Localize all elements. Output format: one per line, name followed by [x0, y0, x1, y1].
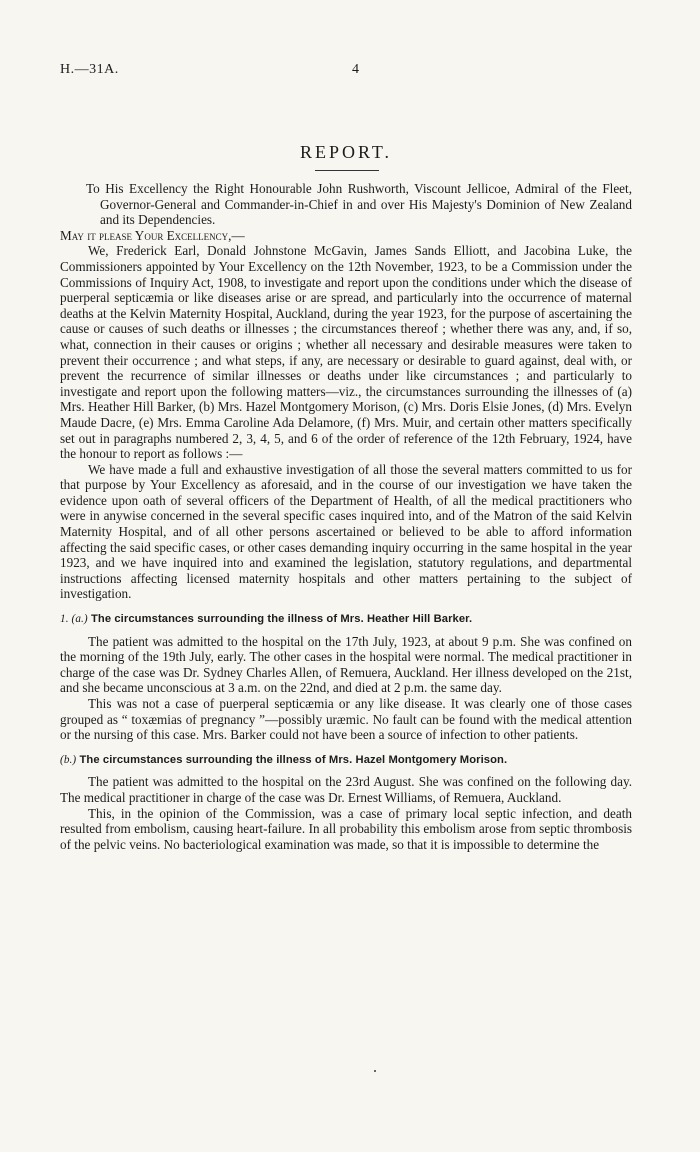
section-title: The circumstances surrounding the illness of Mrs. Heather Hill Barker.	[90, 613, 473, 626]
paragraph: We, Frederick Earl, Donald Johnstone McGavin, James Sands Elliott, and Jacobina Luke, the Commissioners appointed by Your Excellency on the 12th November, 1923, to be a Commission under the Commissions of Inquiry Act, 1908, to investigate and report upon the conditions under which the disease of puerperal septicæmia or like diseases arise or are spread, and particularly into the occurrence of maternal deaths at the Kelvin Maternity Hospital, Auckland, during the year 1923, for the purpose of ascertaining the cause or causes of such deaths or illnesses ; the circumstances thereof ; whether there was any, and, if so, what, connection in their causes or origins ; whether all necessary and desirable measures were taken to prevent their occurrence ; and what steps, if any, are necessary or desirable to guard against, deal with, or prevent the recurrence of similar illnesses or deaths under like circumstances ; and particularly to investigate and report upon the following matters—viz., the circumstances surrounding the illnesses of (a) Mrs. Heather Hill Barker, (b) Mrs. Hazel Montgomery Morison, (c) Mrs. Doris Elsie Jones, (d) Mrs. Evelyn Maude Dacre, (e) Mrs. Emma Caroline Ada Delamore, (f) Mrs. Muir, and certain other matters specifically set out in paragraphs numbered 2, 3, 4, 5, and 6 of the order of reference of the 12th February, 1924, have the honour to report as follows :—	[60, 243, 632, 462]
section-number: (b.)	[60, 753, 77, 766]
paragraph: The patient was admitted to the hospital on the 17th July, 1923, at about 9 p.m. She was confined on the morning of the 19th July, early. The other cases in the hospital were normal. The medical practitioner in charge of the case was Dr. Sydney Charles Allen, of Remuera, Auckland. Her illness developed on the 21st, and she became unconscious at 3 a.m. on the 22nd, and died at 2 p.m. the same day.	[60, 633, 632, 696]
title-rule	[315, 170, 379, 171]
section-number: 1. (a.)	[60, 613, 88, 626]
paragraph: The patient was admitted to the hospital on the 23rd August. She was confined on the following day. The medical practitioner in charge of the case was Dr. Ernest Williams, of Remuera, Auckland.	[60, 774, 632, 805]
page-number: 4	[352, 62, 360, 77]
report-body	[60, 181, 632, 852]
document-reference: H.—31A.	[60, 62, 119, 77]
paragraph: This was not a case of puerperal septicæmia or any like disease. It was clearly one of those cases grouped as “ toxæmias of pregnancy ”—possibly uræmic. No fault can be found with the medical attention or the nursing of this case. Mrs. Barker could not have been a source of infection to other patients.	[60, 696, 632, 743]
paragraph: We have made a full and exhaustive investigation of all those the several matters committed to us for that purpose by Your Excellency as aforesaid, and in the course of our investigation we have taken the evidence upon oath of several officers of the Department of Health, of all the medical practitioners who were in anywise concerned in the several specific cases inquired into, and of the Matron of the said Kelvin Maternity Hospital, and of all other persons ascertained or believed to be able to afford information affecting the said specific cases, or other cases demanding inquiry occurring in the same hospital in the year 1923, and we have inquired into and examined the legislation, statutory regulations, and departmental instructions affecting licensed maternity hospitals and other matters pertaining to the subject of investigation.	[60, 461, 632, 602]
scan-speck	[374, 1070, 376, 1072]
section-title: The circumstances surrounding the illness of Mrs. Hazel Montgomery Morison.	[79, 753, 508, 766]
paragraph: This, in the opinion of the Commission, was a case of primary local septic infection, and death resulted from embolism, causing heart-failure. In all probability this embolism arose from septic thrombosis of the pelvic veins. No bacteriological examination was made, so that it is impossible to determine the	[60, 805, 632, 852]
salutation: May it please Your Excellency,—	[60, 227, 245, 243]
section-heading-a	[60, 612, 632, 628]
report-title: REPORT.	[299, 142, 393, 162]
section-heading-b	[60, 753, 632, 769]
address-block: To His Excellency the Right Honourable John Rushworth, Viscount Jellicoe, Admiral of the Fleet, Governor-General and Commander-in-Chief in and over His Majesty's Dominion of New Zealand and its Dependencies.	[86, 181, 632, 228]
